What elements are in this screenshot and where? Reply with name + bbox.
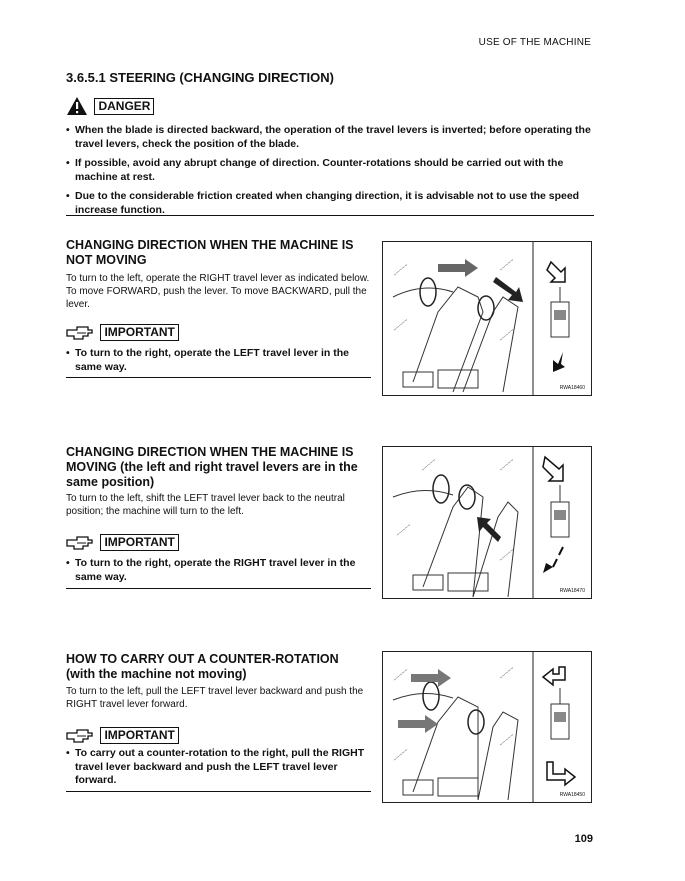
block-text: To turn to the left, pull the LEFT travel lever backward and push the RIGHT travel lever forward. bbox=[66, 686, 364, 710]
block-text: To turn to the left, shift the LEFT travel lever back to the neutral position; the machine will turn to the left. bbox=[66, 493, 345, 517]
block-heading: CHANGING DIRECTION WHEN THE MACHINE IS NOT MOVING bbox=[66, 238, 354, 267]
lever-illustration bbox=[383, 447, 591, 598]
running-header: USE OF THE MACHINE bbox=[478, 37, 591, 48]
important-tag: IMPORTANT bbox=[100, 727, 178, 744]
danger-list bbox=[66, 124, 594, 223]
important-tag: IMPORTANT bbox=[100, 324, 178, 341]
section-title: 3.6.5.1 STEERING (CHANGING DIRECTION) bbox=[66, 70, 334, 85]
danger-tag: DANGER bbox=[94, 98, 154, 115]
block-text: To turn to the left, operate the RIGHT travel lever as indicated below. To move FORWARD, push the lever. To move BACKWARD, pull the lever. bbox=[66, 273, 370, 310]
lever-illustration bbox=[383, 652, 591, 802]
block-divider bbox=[66, 588, 371, 589]
lever-figure bbox=[382, 241, 592, 396]
important-label-group bbox=[66, 324, 179, 342]
svg-text:~~~~~: ~~~~~ bbox=[498, 665, 516, 682]
svg-text:~~~~~: ~~~~~ bbox=[392, 667, 410, 684]
danger-divider bbox=[66, 215, 594, 216]
block-heading: HOW TO CARRY OUT A COUNTER-ROTATION (with the machine not moving) bbox=[66, 652, 339, 681]
figure-code: RWA18460 bbox=[559, 385, 585, 391]
important-list bbox=[66, 347, 371, 380]
important-item: • To carry out a counter-rotation to the right, pull the RIGHT travel lever backward and push the LEFT travel lever forward. bbox=[66, 747, 371, 788]
important-list bbox=[66, 747, 371, 794]
lever-illustration bbox=[383, 242, 591, 395]
svg-text:~~~~~: ~~~~~ bbox=[498, 732, 516, 749]
svg-text:~~~~~: ~~~~~ bbox=[392, 262, 410, 279]
block-heading: CHANGING DIRECTION WHEN THE MACHINE IS MOVING (the left and right travel levers are in the same position) bbox=[66, 445, 358, 489]
svg-text:~~~~~: ~~~~~ bbox=[498, 547, 516, 564]
danger-item: • If possible, avoid any abrupt change of direction. Counter-rotations should be carried out with the machine at rest. bbox=[66, 157, 594, 184]
warning-triangle-icon bbox=[66, 96, 88, 116]
svg-text:~~~~~: ~~~~~ bbox=[420, 457, 438, 474]
svg-text:~~~~~: ~~~~~ bbox=[392, 317, 410, 334]
lever-figure bbox=[382, 446, 592, 599]
danger-item: • Due to the considerable friction created when changing direction, it is advisable not to use the speed increase function. bbox=[66, 190, 594, 217]
important-label-group bbox=[66, 727, 179, 745]
important-label-group bbox=[66, 534, 179, 552]
svg-text:~~~~~: ~~~~~ bbox=[498, 327, 516, 344]
important-item: • To turn to the right, operate the RIGHT travel lever in the same way. bbox=[66, 557, 371, 584]
important-list bbox=[66, 557, 371, 590]
danger-item: • When the blade is directed backward, the operation of the travel levers is inverted; before operating the travel levers, check the position of the blade. bbox=[66, 124, 594, 151]
pointing-hand-icon bbox=[66, 536, 94, 550]
lever-figure bbox=[382, 651, 592, 803]
block-divider bbox=[66, 377, 371, 378]
important-item: • To turn to the right, operate the LEFT travel lever in the same way. bbox=[66, 347, 371, 374]
svg-text:~~~~~: ~~~~~ bbox=[395, 522, 413, 539]
page-number: 109 bbox=[574, 833, 593, 845]
block-divider bbox=[66, 791, 371, 792]
figure-code: RWA18470 bbox=[559, 588, 585, 594]
svg-text:~~~~~: ~~~~~ bbox=[498, 257, 516, 274]
pointing-hand-icon bbox=[66, 729, 94, 743]
pointing-hand-icon bbox=[66, 326, 94, 340]
important-tag: IMPORTANT bbox=[100, 534, 178, 551]
danger-label-group bbox=[66, 96, 154, 118]
svg-text:~~~~~: ~~~~~ bbox=[392, 747, 410, 764]
svg-text:~~~~~: ~~~~~ bbox=[498, 457, 516, 474]
figure-code: RWA18450 bbox=[559, 792, 585, 798]
